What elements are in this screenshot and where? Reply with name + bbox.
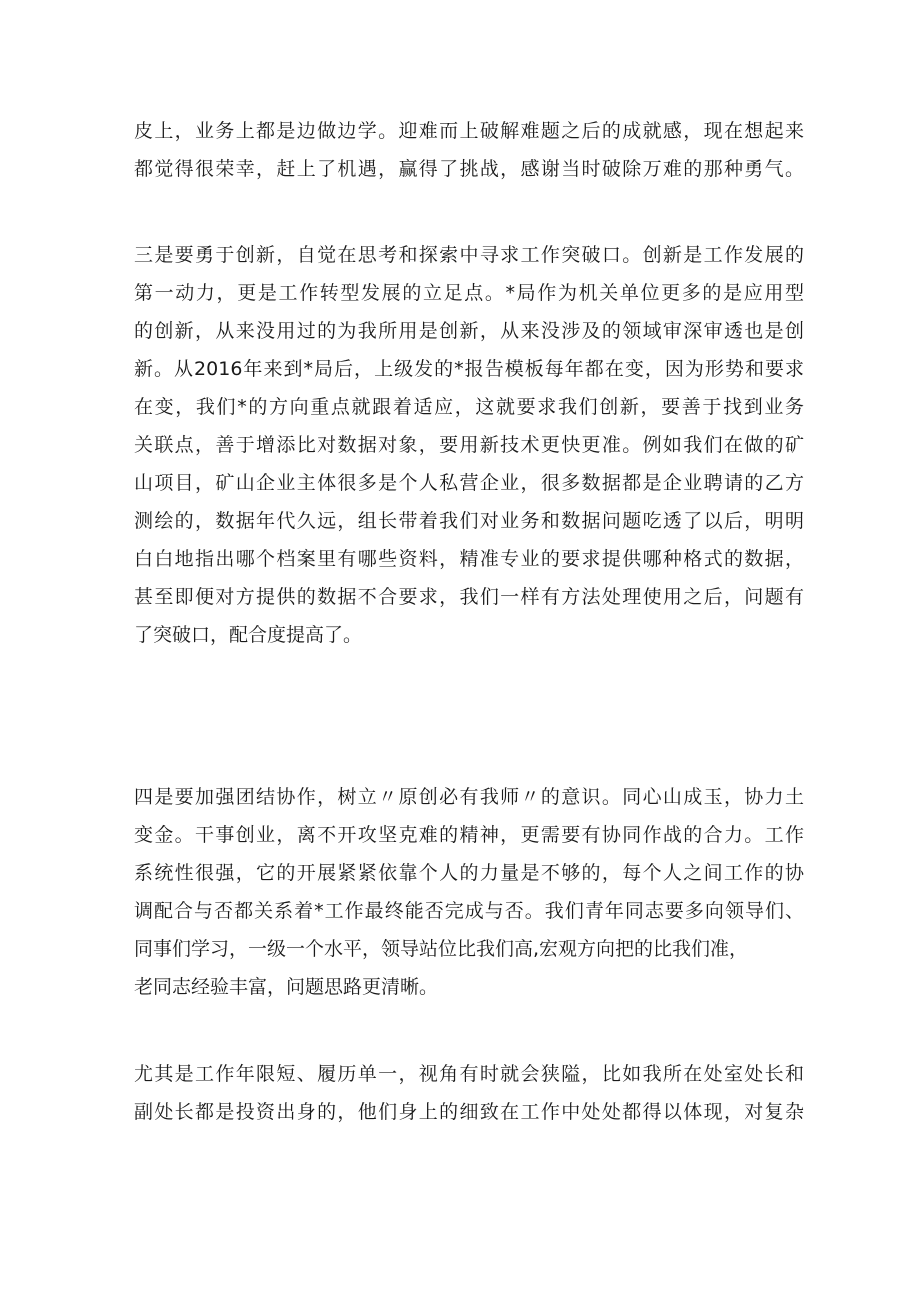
text-line: 关联点，善于增添比对数据对象，要用新技术更快更准。例如我们在做的矿 bbox=[134, 434, 804, 456]
paragraph-innovation bbox=[134, 236, 804, 654]
text-line: 系统性很强，它的开展紧紧依靠个人的力量是不够的，每个人之间工作的协 bbox=[134, 862, 804, 884]
paragraph-teamwork bbox=[134, 778, 804, 1006]
text-line: 都觉得很荣幸，赶上了机遇，赢得了挑战，感谢当时破除万难的那种勇气。 bbox=[134, 158, 804, 180]
text-line: 甚至即便对方提供的数据不合要求，我们一样有方法处理使用之后，问题有 bbox=[134, 586, 804, 608]
text-line: 新。从2016年来到*局后，上级发的*报告模板每年都在变，因为形势和要求 bbox=[134, 358, 804, 380]
text-line: 白白地指出哪个档案里有哪些资料，精准专业的要求提供哪种格式的数据， bbox=[134, 548, 804, 570]
text-line-last: 了突破口，配合度提高了。 bbox=[134, 624, 363, 646]
text-line: 在变，我们*的方向重点就跟着适应，这就要求我们创新，要善于找到业务 bbox=[134, 396, 804, 418]
text-line: 同事们学习，一级一个水平，领导站位比我们高,宏观方向把的比我们准， bbox=[134, 938, 749, 960]
text-line: 测绘的，数据年代久远，组长带着我们对业务和数据问题吃透了以后，明明 bbox=[134, 510, 804, 532]
text-line: 三是要勇于创新，自觉在思考和探索中寻求工作突破口。创新是工作发展的 bbox=[134, 244, 804, 266]
text-line: 变金。干事创业，离不开攻坚克难的精神，更需要有协同作战的合力。工作 bbox=[134, 824, 804, 846]
text-line: 调配合与否都关系着*工作最终能否完成与否。我们青年同志要多向领导们、 bbox=[134, 900, 804, 922]
paragraph-experience bbox=[134, 1055, 804, 1131]
text-line: 的创新，从来没用过的为我所用是创新，从来没涉及的领域审深审透也是创 bbox=[134, 320, 804, 342]
text-line: 尤其是工作年限短、履历单一，视角有时就会狭隘，比如我所在处室处长和 bbox=[134, 1063, 804, 1085]
text-line: 第一动力，更是工作转型发展的立足点。*局作为机关单位更多的是应用型 bbox=[134, 282, 804, 304]
text-line: 副处长都是投资出身的，他们身上的细致在工作中处处都得以体现，对复杂 bbox=[134, 1101, 804, 1123]
text-line-last: 老同志经验丰富，问题思路更清晰。 bbox=[134, 976, 439, 998]
text-line: 皮上，业务上都是边做边学。迎难而上破解难题之后的成就感，现在想起来 bbox=[134, 120, 804, 142]
text-line: 四是要加强团结协作，树立〃原创必有我师〃的意识。同心山成玉，协力土 bbox=[134, 786, 804, 808]
text-line: 山项目，矿山企业主体很多是个人私营企业，很多数据都是企业聘请的乙方 bbox=[134, 472, 804, 494]
paragraph-continuation bbox=[134, 112, 804, 188]
